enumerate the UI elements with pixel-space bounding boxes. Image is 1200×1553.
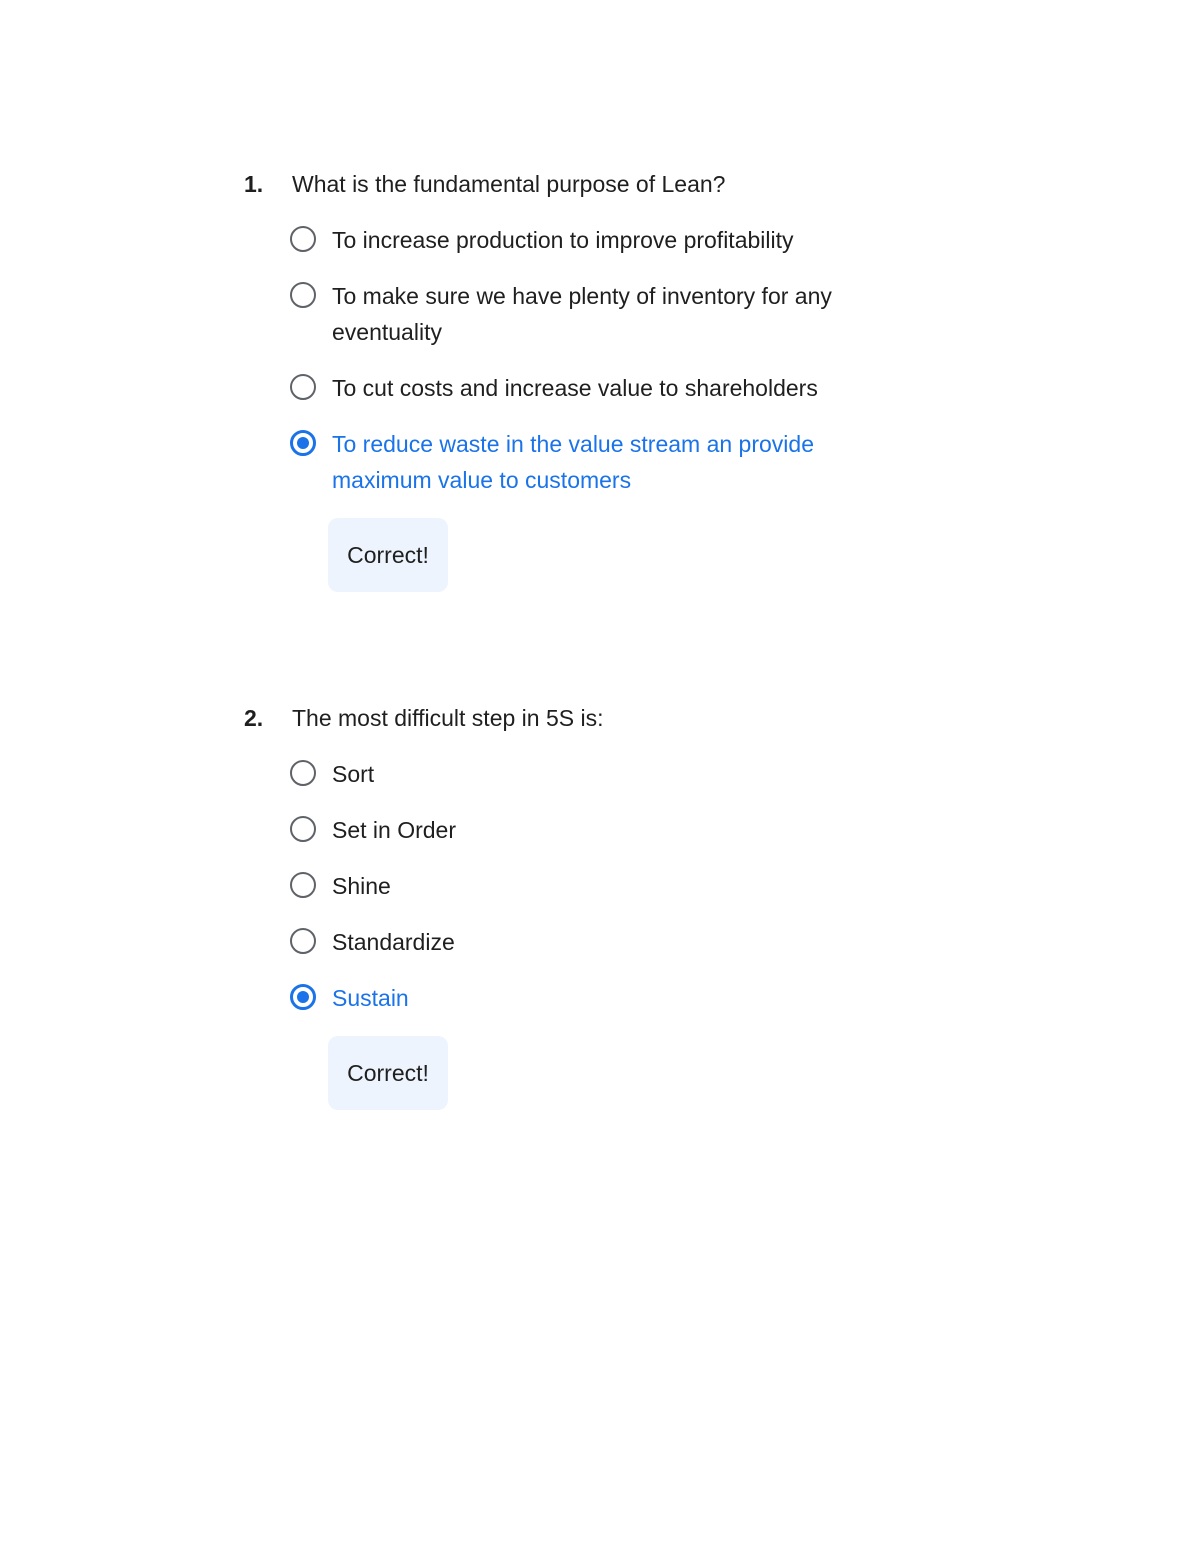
option-increase-production[interactable] [290, 222, 884, 258]
question-header [244, 702, 884, 734]
option-label: Standardize [332, 929, 455, 955]
radio-unchecked-icon[interactable] [290, 282, 316, 308]
radio-checked-icon[interactable] [290, 430, 316, 456]
option-plenty-inventory[interactable] [290, 278, 884, 350]
question-text: The most difficult step in 5S is: [292, 705, 604, 731]
option-label: Sustain [332, 985, 409, 1011]
option-cut-costs[interactable] [290, 370, 884, 406]
options-list [290, 756, 884, 1110]
option-label: Shine [332, 873, 391, 899]
option-label: Set in Order [332, 817, 456, 843]
option-label: To reduce waste in the value stream an provide maximum value to customers [332, 431, 814, 493]
radio-checked-icon[interactable] [290, 984, 316, 1010]
option-label: To cut costs and increase value to shareholders [332, 375, 818, 401]
option-label: To increase production to improve profitability [332, 227, 794, 253]
question-1 [244, 168, 884, 592]
option-standardize[interactable] [290, 924, 884, 960]
question-number: 1. [244, 171, 264, 197]
option-sort[interactable] [290, 756, 884, 792]
question-number: 2. [244, 705, 264, 731]
option-label: To make sure we have plenty of inventory for any eventuality [332, 283, 832, 345]
question-header [244, 168, 884, 200]
feedback-badge: Correct! [328, 518, 448, 592]
options-list [290, 222, 884, 592]
radio-unchecked-icon[interactable] [290, 226, 316, 252]
radio-unchecked-icon[interactable] [290, 816, 316, 842]
option-label: Sort [332, 761, 375, 787]
radio-unchecked-icon[interactable] [290, 872, 316, 898]
option-reduce-waste[interactable] [290, 426, 884, 498]
question-2 [244, 702, 884, 1110]
option-sustain[interactable] [290, 980, 884, 1016]
radio-unchecked-icon[interactable] [290, 760, 316, 786]
question-text: What is the fundamental purpose of Lean? [292, 171, 726, 197]
option-set-in-order[interactable] [290, 812, 884, 848]
option-shine[interactable] [290, 868, 884, 904]
radio-unchecked-icon[interactable] [290, 374, 316, 400]
radio-unchecked-icon[interactable] [290, 928, 316, 954]
feedback-badge: Correct! [328, 1036, 448, 1110]
